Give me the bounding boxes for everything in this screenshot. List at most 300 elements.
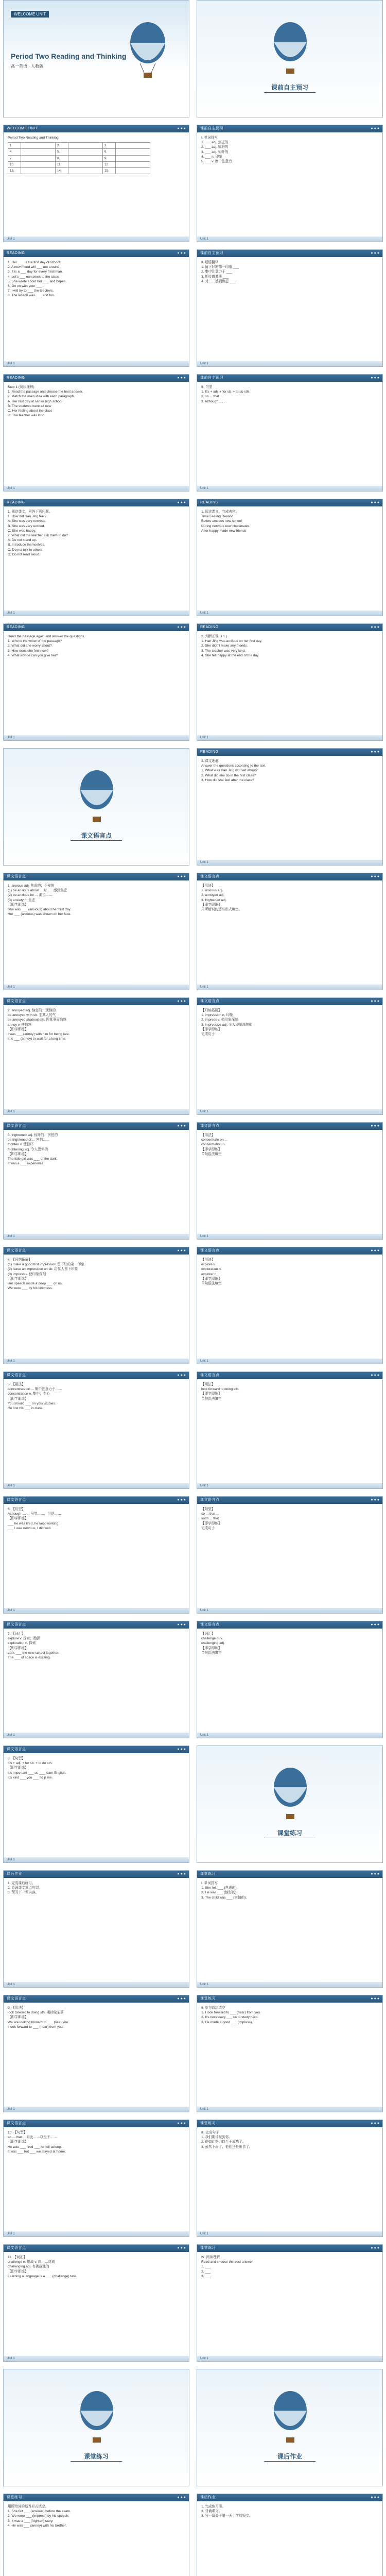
slide-text-line: 2. He was ___ (恼怒的). bbox=[201, 1891, 237, 1895]
right-slide bbox=[197, 499, 383, 616]
slide-text-line: 【用法】 bbox=[201, 884, 215, 888]
slide-text-line: 3. 虽然下雨了，他们还是出去了。 bbox=[201, 2145, 253, 2149]
slide-text-line: 1. 完成课后练习。 bbox=[8, 1882, 36, 1885]
slide-text-line: 完成句子 bbox=[201, 1032, 215, 1037]
slide-text-line: 1. anxious adj. 焦虑的；不安的 bbox=[8, 884, 55, 888]
slide-text-line: 1. ___ adj. 焦虑的 bbox=[201, 141, 229, 145]
slide-text-line: The ___ of space is exciting. bbox=[8, 1656, 51, 1660]
slide-text-line: exploration n. 探索 bbox=[8, 1641, 36, 1646]
slide-footer: Unit 1 bbox=[197, 2107, 382, 2112]
hot-air-balloon-icon bbox=[125, 21, 171, 83]
slide-body bbox=[4, 1629, 189, 1660]
slide-body bbox=[197, 506, 382, 533]
slide-text-line: 2. We were ___ (impress) by his speech. bbox=[8, 2514, 69, 2518]
slide-text-line: It was a ___ experience. bbox=[8, 1162, 45, 1166]
table-cell: 4. bbox=[8, 149, 21, 155]
vocab-table bbox=[8, 142, 150, 174]
slide-text-line: It's + adj. + for sb. + to do sth. bbox=[8, 1761, 52, 1766]
slide-header-title: 课文语言点 bbox=[7, 1124, 26, 1128]
slide-text-line: be annoyed with sb. 生某人的气 bbox=[8, 1013, 56, 1018]
slide-footer: Unit 1 bbox=[197, 1483, 382, 1488]
slide-text-line: 1. What was Han Jing worried about? bbox=[201, 769, 258, 773]
slide-text-line: look forward to doing sth. 期待做某事 bbox=[8, 2011, 64, 2015]
slide-body bbox=[197, 2501, 382, 2519]
table-cell bbox=[116, 155, 150, 161]
divider-slide bbox=[197, 2369, 383, 2486]
slide-text-line: Her speech made a deep ___ on us. bbox=[8, 1282, 63, 1286]
title-slide bbox=[3, 0, 189, 117]
slide-nav-dots-icon: ● ● ● bbox=[177, 127, 186, 130]
slide-header-title: 课文语言点 bbox=[200, 1374, 220, 1377]
divider-title: 课堂练习 bbox=[277, 1829, 302, 1837]
slide-header-title: 课堂练习 bbox=[200, 1872, 216, 1876]
left-slide bbox=[3, 2494, 189, 2576]
slide-text-line: 单句语法填空 bbox=[201, 1651, 222, 1655]
slide-header-title: 课文语言点 bbox=[200, 1249, 220, 1252]
divider-slide bbox=[3, 748, 189, 866]
slide-text-line: Time Feeling Reason bbox=[201, 515, 234, 519]
slide-text-line: (2) leave an impression on sb. 给某人留下印象 bbox=[8, 1267, 78, 1272]
slide-nav-dots-icon: ● ● ● bbox=[177, 1872, 186, 1876]
hot-air-balloon-icon bbox=[74, 2390, 119, 2447]
slide-header bbox=[197, 1497, 382, 1504]
right-slide bbox=[197, 1371, 383, 1489]
slide-nav-dots-icon: ● ● ● bbox=[371, 1872, 379, 1876]
slide-text-line: Period Two Reading and Thinking bbox=[8, 136, 59, 140]
table-cell bbox=[21, 168, 56, 174]
slide-body bbox=[197, 1504, 382, 1531]
slide-nav-dots-icon: ● ● ● bbox=[371, 501, 379, 504]
slide-body bbox=[197, 1629, 382, 1655]
slide-text-line: 1. 阅读课文，回答下列问题。 bbox=[8, 510, 52, 514]
divider-slide bbox=[3, 2369, 189, 2486]
slide-footer: Unit 1 bbox=[4, 1982, 189, 1987]
slide-body bbox=[197, 2003, 382, 2025]
slide-body bbox=[4, 2252, 189, 2279]
slide-header-title: 课文语言点 bbox=[7, 1748, 26, 1751]
slide-text-line: explorer n. bbox=[201, 1272, 218, 1276]
slide-text-line: 5. ___ v. 集中注意力 bbox=[201, 160, 232, 164]
slide-text-line: (2) be anxious for ... 渴望…… bbox=[8, 893, 52, 897]
slide-text-line: 2. 背诵课文。 bbox=[201, 2510, 222, 2514]
slide-text-line: 【即学即练】 bbox=[201, 1277, 222, 1281]
slide-text-line: exploration n. bbox=[201, 1267, 222, 1272]
slide-text-line: It was ___ hot ___ we stayed at home. bbox=[8, 2149, 66, 2154]
slide-text-line: Although ..., ... 虽然……，但是…… bbox=[8, 1512, 61, 1516]
slide-nav-dots-icon: ● ● ● bbox=[177, 1623, 186, 1626]
slide-text-line: 3. He made a good ___ (impress). bbox=[201, 2020, 253, 2024]
slide-text-line: 【句型】 bbox=[201, 1507, 215, 1511]
slide-text-line: 2. What did she do in the first class? bbox=[201, 773, 256, 777]
slide-header bbox=[197, 873, 382, 880]
slide-footer: Unit 1 bbox=[4, 1234, 189, 1239]
divider-line bbox=[71, 2461, 122, 2462]
left-slide bbox=[3, 1371, 189, 1489]
slide-text-line: I was ___ (annoy) with him for being late. bbox=[8, 1032, 70, 1037]
slide-text-line: 1. Read the passage and choose the best answer. bbox=[8, 390, 83, 394]
slide-header bbox=[4, 1995, 189, 2003]
slide-nav-dots-icon: ● ● ● bbox=[371, 2246, 379, 2250]
slide-text-line: 3. 课文理解 bbox=[201, 759, 219, 763]
slide-text-line: 3. Although ..., ... bbox=[201, 399, 227, 403]
slide-text-line: concentrate on ... 集中注意力于…… bbox=[8, 1387, 62, 1392]
slide-nav-dots-icon: ● ● ● bbox=[177, 999, 186, 1003]
slide-text-line: He lost his ___ in class. bbox=[8, 1406, 44, 1411]
slide-text-line: 5. 【用法】 bbox=[8, 1383, 25, 1386]
slide-text-line: 3. How did she feel after the class? bbox=[201, 778, 254, 782]
right-slide bbox=[197, 748, 383, 866]
slide-header-title: READING bbox=[7, 251, 25, 255]
slide-text-line: 1. 阅读课文，完成表格。 bbox=[201, 510, 239, 514]
slide-text-line: ___ he was tired, he kept working. bbox=[8, 1521, 60, 1526]
slide-subtitle: 高一英语 · 人教版 bbox=[11, 64, 44, 69]
slide-nav-dots-icon: ● ● ● bbox=[371, 2122, 379, 2125]
slide-body bbox=[4, 257, 189, 298]
slide-footer: Unit 1 bbox=[4, 2107, 189, 2112]
slide-nav-dots-icon: ● ● ● bbox=[177, 2122, 186, 2125]
slide-body bbox=[4, 2003, 189, 2029]
slide-text-line: C. Do not talk to others. bbox=[8, 548, 44, 552]
slide-header-title: 课文语言点 bbox=[7, 875, 26, 878]
slide-text-line: 1. She felt ___ (焦虑的). bbox=[201, 1886, 238, 1890]
slide-text-line: challenging adj. 有挑战性的 bbox=[8, 2265, 49, 2269]
slide-text-line: 1. 留下好的第一印象 ___ bbox=[201, 265, 239, 269]
slide-nav-dots-icon: ● ● ● bbox=[177, 1748, 186, 1751]
slide-text-line: 1. impression n. 印象 bbox=[201, 1013, 233, 1018]
slide-text-line: 3. 写一篇关于第一天上学的短文。 bbox=[201, 2514, 253, 2518]
divider-slide bbox=[197, 1745, 383, 1863]
slide-text-line: 【即学即练】 bbox=[201, 1521, 222, 1526]
slide-nav-dots-icon: ● ● ● bbox=[371, 875, 379, 878]
slide-header bbox=[4, 499, 189, 506]
slide-text-line: B. She was very excited. bbox=[8, 524, 45, 528]
slide-header-title: 课文语言点 bbox=[7, 2246, 26, 2250]
right-slide bbox=[197, 2120, 383, 2237]
slide-text-line: A. Her first day at senior high school bbox=[8, 399, 62, 403]
left-slide bbox=[3, 1621, 189, 1738]
slide-body bbox=[4, 1379, 189, 1411]
slide-text-line: C. She was happy. bbox=[8, 529, 36, 533]
slide-text-line: 2. 集中注意力于 ___ bbox=[201, 270, 232, 274]
slide-header-title: 课文语言点 bbox=[200, 1623, 220, 1626]
right-slide bbox=[197, 1995, 383, 2112]
table-cell: 10. bbox=[8, 161, 21, 167]
right-slide bbox=[197, 1496, 383, 1614]
slide-footer: Unit 1 bbox=[4, 735, 189, 740]
slide-text-line: 【即学即练】 bbox=[201, 1147, 222, 1151]
slide-text-line: It's important ___ us ___ learn English. bbox=[8, 1771, 66, 1775]
slide-header-title: READING bbox=[200, 501, 219, 504]
table-cell: 13. bbox=[8, 168, 21, 174]
slide-header bbox=[197, 1871, 382, 1878]
divider-line bbox=[264, 92, 315, 93]
slide-header bbox=[4, 873, 189, 880]
table-cell bbox=[21, 155, 56, 161]
slide-nav-dots-icon: ● ● ● bbox=[371, 1249, 379, 1252]
slide-header bbox=[197, 1247, 382, 1255]
slide-body bbox=[197, 2127, 382, 2149]
right-slide bbox=[197, 1621, 383, 1738]
slide-text-line: 【即学即练】 bbox=[201, 1392, 222, 1396]
slide-header bbox=[197, 2245, 382, 2252]
left-slide bbox=[3, 2244, 189, 2362]
slide-text-line: 7. 【词汇】 bbox=[8, 1632, 25, 1636]
slide-footer: Unit 1 bbox=[4, 1733, 189, 1738]
slide-header bbox=[197, 2494, 382, 2501]
divider-title: 课文语言点 bbox=[80, 832, 112, 839]
hot-air-balloon-icon bbox=[268, 21, 313, 78]
slide-text-line: ___ I was nervous, I did well. bbox=[8, 1526, 51, 1530]
slide-header bbox=[197, 375, 382, 382]
slide-text-line: frightening adj. 令人恐惧的 bbox=[8, 1147, 48, 1151]
slide-footer: Unit 1 bbox=[197, 611, 382, 616]
divider-title: 课前自主预习 bbox=[271, 84, 308, 91]
slide-body bbox=[4, 880, 189, 917]
slide-footer: Unit 1 bbox=[4, 611, 189, 616]
slide-text-line: 【即学即练】 bbox=[8, 2269, 28, 2274]
slide-text-line: Read and choose the best answer. bbox=[201, 2260, 254, 2264]
right-slide bbox=[197, 1122, 383, 1240]
slide-title: Period Two Reading and Thinking bbox=[11, 52, 127, 60]
slide-text-line: 【即学即练】 bbox=[8, 1646, 28, 1650]
table-cell: 1. bbox=[8, 143, 21, 149]
slide-header-title: 课堂练习 bbox=[200, 2122, 216, 2125]
slide-text-line: 【用法】 bbox=[201, 1133, 215, 1137]
slide-text-line: explore v. bbox=[201, 1263, 216, 1267]
slide-footer: Unit 1 bbox=[4, 1857, 189, 1862]
slide-footer: Unit 1 bbox=[197, 1109, 382, 1114]
slide-body bbox=[197, 880, 382, 912]
slide-text-line: During nervous new classmates bbox=[201, 524, 250, 528]
slide-text-line: 8. 【句型】 bbox=[8, 1757, 25, 1760]
slide-text-line: We are looking forward to ___ (see) you. bbox=[8, 2020, 69, 2024]
slide-text-line: challenge n. 挑战 v. 向……挑战 bbox=[8, 2260, 55, 2264]
slide-text-line: 1. anxious adj. bbox=[201, 889, 223, 893]
table-cell: 14. bbox=[56, 168, 68, 174]
slide-text-line: D. The teacher was kind bbox=[8, 414, 44, 418]
slide-header bbox=[4, 1497, 189, 1504]
slide-text-line: look forward to doing sth. bbox=[201, 1387, 239, 1392]
left-slide bbox=[3, 1496, 189, 1614]
right-slide bbox=[197, 1247, 383, 1364]
slide-footer: Unit 1 bbox=[197, 1359, 382, 1364]
slide-text-line: 2. 背诵课文重点句型。 bbox=[8, 1886, 42, 1890]
slide-text-line: 3. It was a ___ (frighten) story. bbox=[8, 2519, 54, 2523]
left-slide bbox=[3, 1995, 189, 2112]
divider-line bbox=[264, 2461, 315, 2462]
right-slides bbox=[197, 125, 383, 2576]
slide-footer: Unit 1 bbox=[4, 361, 189, 366]
slide-header-title: 课文语言点 bbox=[7, 2122, 26, 2125]
unit-badge: WELCOME UNIT bbox=[11, 11, 49, 18]
slide-body bbox=[4, 1504, 189, 1531]
slide-text-line: 9. 【用法】 bbox=[8, 2006, 25, 2010]
slide-text-line: 2. annoyed adj. bbox=[201, 893, 225, 897]
slide-text-line: 2. 他如此努力以至于成功了。 bbox=[201, 2140, 246, 2144]
slide-text-line: Read the passage again and answer the questions. bbox=[8, 635, 85, 638]
slide-text-line: 11. 【词汇】 bbox=[8, 2256, 27, 2259]
divider-title: 课后作业 bbox=[277, 2453, 302, 2460]
slide-header bbox=[4, 1123, 189, 1130]
slide-body bbox=[4, 2127, 189, 2154]
slide-nav-dots-icon: ● ● ● bbox=[371, 1498, 379, 1502]
table-cell bbox=[68, 168, 103, 174]
slide-nav-dots-icon: ● ● ● bbox=[177, 2496, 186, 2499]
slide-text-line: 2. What did she worry about? bbox=[8, 644, 52, 648]
slide-text-line: After happy made new friends bbox=[201, 529, 247, 533]
divider-title: 课堂练习 bbox=[83, 2453, 109, 2460]
slide-text-line: 3. It is a ___ day for every freshman. bbox=[8, 270, 63, 274]
right-slide bbox=[197, 873, 383, 990]
slide-text-line: 4. She felt happy at the end of the day. bbox=[201, 653, 259, 657]
slide-body bbox=[4, 132, 189, 174]
right-slide bbox=[197, 2244, 383, 2362]
slide-body bbox=[197, 1255, 382, 1286]
slide-text-line: 【即学即练】 bbox=[8, 1397, 28, 1401]
slide-text-line: such ... that ... bbox=[201, 1517, 223, 1521]
slide-text-line: 【用法】 bbox=[201, 1258, 215, 1262]
slide-footer: Unit 1 bbox=[197, 486, 382, 491]
slide-text-line: 【即学即练】 bbox=[8, 1766, 28, 1770]
slide-text-line: 3. How does she feel now? bbox=[8, 649, 49, 653]
left-slide bbox=[3, 1745, 189, 1863]
slide-header-title: 课文语言点 bbox=[7, 1374, 26, 1377]
slide-text-line: be annoyed at/about sth. 因某事而恼怒 bbox=[8, 1018, 66, 1022]
slide-text-line: 1. I look forward to ___ (hear) from you. bbox=[201, 2011, 261, 2015]
slide-nav-dots-icon: ● ● ● bbox=[371, 999, 379, 1003]
slide-text-line: Her ___ (anxious) was shown on her face. bbox=[8, 912, 72, 917]
divider-slide-1 bbox=[197, 0, 383, 117]
slide-nav-dots-icon: ● ● ● bbox=[177, 1124, 186, 1128]
slide-text-line: 4. 【归纳拓展】 bbox=[8, 1258, 32, 1262]
slide-header-title: 课文语言点 bbox=[200, 1124, 220, 1128]
slide-header bbox=[4, 375, 189, 382]
slide-text-line: B. The students were all new bbox=[8, 404, 51, 408]
right-slide bbox=[197, 125, 383, 242]
slide-header bbox=[4, 1621, 189, 1629]
slide-text-line: 1. How did Han Jing feel? bbox=[8, 515, 47, 519]
slide-text-line: concentration n. 集中；专心 bbox=[8, 1392, 50, 1396]
table-cell: 11. bbox=[56, 161, 68, 167]
slide-text-line: 6. Go on with your ___ . bbox=[8, 284, 44, 289]
slide-text-line: 完成句子 bbox=[201, 1526, 215, 1530]
slide-text-line: 3. 期待做某事 ___ bbox=[201, 275, 229, 279]
slide-header-title: 课前自主预习 bbox=[200, 251, 223, 255]
slide-text-line: 1. Han Jing was anxious on her first day. bbox=[201, 639, 262, 643]
slide-header-title: 课堂练习 bbox=[7, 2496, 22, 2499]
slide-footer: Unit 1 bbox=[197, 2356, 382, 2361]
slide-text-line: 2. annoyed adj. 恼怒的；烦恼的 bbox=[8, 1009, 56, 1012]
slide-text-line: so ... that ... bbox=[201, 1512, 219, 1516]
slide-text-line: It is ___ (annoy) to wait for a long time. bbox=[8, 1037, 66, 1041]
slide-header bbox=[197, 749, 382, 756]
slide-text-line: challenge n./v. bbox=[201, 1637, 223, 1641]
table-cell: 2. bbox=[56, 143, 68, 149]
slide-body bbox=[197, 1379, 382, 1401]
slide-text-line: 用所给词的适当形式填空。 bbox=[8, 2505, 49, 2509]
slide-text-line: 2. It's necessary ___ us to study hard. bbox=[201, 2015, 258, 2020]
slide-header-title: 课前自主预习 bbox=[200, 127, 223, 130]
table-row bbox=[8, 168, 150, 174]
slide-header bbox=[4, 2494, 189, 2501]
table-cell bbox=[68, 149, 103, 155]
slide-footer: Unit 1 bbox=[4, 985, 189, 990]
slide-body bbox=[197, 1878, 382, 1900]
slide-text-line: frighten v. 使惊吓 bbox=[8, 1143, 34, 1147]
divider-line bbox=[71, 840, 122, 841]
table-row bbox=[8, 161, 150, 167]
table-cell bbox=[116, 161, 150, 167]
slide-text-line: 2. so ... that ... bbox=[201, 395, 223, 399]
slide-text-line: 2. She didn't make any friends. bbox=[201, 644, 248, 648]
slide-nav-dots-icon: ● ● ● bbox=[371, 1374, 379, 1377]
slide-footer: Unit 1 bbox=[197, 1733, 382, 1738]
slide-text-line: Ⅲ. 句型 bbox=[201, 385, 213, 389]
slide-text-line: 【即学即练】 bbox=[8, 1277, 28, 1281]
slide-text-line: 【归纳拓展】 bbox=[201, 1009, 222, 1012]
slide-nav-dots-icon: ● ● ● bbox=[371, 251, 379, 255]
left-slide bbox=[3, 997, 189, 1115]
slide-text-line: 7. I will try to ___ the teachers. bbox=[8, 289, 54, 293]
table-cell bbox=[116, 168, 150, 174]
slide-body bbox=[197, 2252, 382, 2279]
slide-footer: Unit 1 bbox=[197, 1982, 382, 1987]
slide-text-line: 2. Match the main idea with each paragraph. bbox=[8, 395, 75, 399]
right-column bbox=[197, 0, 383, 2576]
slide-header-title: READING bbox=[7, 376, 25, 380]
slide-header-title: READING bbox=[200, 625, 219, 629]
slide-text-line: I look forward to ___ (hear) from you. bbox=[8, 2025, 64, 2029]
slide-nav-dots-icon: ● ● ● bbox=[371, 127, 379, 130]
slide-text-line: (3) impress v. 使印象深刻 bbox=[8, 1272, 46, 1276]
slide-nav-dots-icon: ● ● ● bbox=[371, 625, 379, 629]
slide-footer: Unit 1 bbox=[197, 985, 382, 990]
slide-text-line: 1. Her ___ is the first day of school. bbox=[8, 261, 61, 264]
slide-text-line: (1) make a good first impression 留下好的第一印象 bbox=[8, 1263, 84, 1267]
slide-header-title: WELCOME UNIT bbox=[7, 127, 38, 130]
slide-text-line: 【即学即练】 bbox=[8, 1027, 28, 1031]
slide-header bbox=[197, 624, 382, 631]
slide-text-line: 3. ___ adj. 惊吓的 bbox=[201, 150, 229, 154]
slide-footer: Unit 1 bbox=[197, 361, 382, 366]
slide-nav-dots-icon: ● ● ● bbox=[177, 1249, 186, 1252]
slide-body bbox=[4, 1130, 189, 1166]
slide-text-line: (1) be anxious about ... 对……感到焦虑 bbox=[8, 889, 67, 893]
slide-body bbox=[4, 382, 189, 418]
right-slide bbox=[197, 623, 383, 741]
slide-body bbox=[4, 2501, 189, 2528]
slide-text-line: 2. impress v. 使印象深刻 bbox=[201, 1018, 238, 1022]
slide-body bbox=[4, 1005, 189, 1041]
slide-text-line: Answer the questions according to the text. bbox=[201, 764, 267, 768]
left-slide bbox=[3, 1247, 189, 1364]
slide-text-line: 5. She wrote about her ___ and hopes. bbox=[8, 279, 67, 283]
right-slide bbox=[197, 249, 383, 367]
slide-text-line: D. Do not read aloud. bbox=[8, 552, 40, 556]
table-cell: 8. bbox=[56, 155, 68, 161]
slide-text-line: 1. ___ bbox=[201, 2265, 211, 2269]
left-slide bbox=[3, 374, 189, 492]
slide-body bbox=[4, 506, 189, 557]
slide-header bbox=[4, 2120, 189, 2127]
slide-footer: Unit 1 bbox=[4, 2231, 189, 2236]
slide-header-title: 课堂练习 bbox=[200, 2246, 216, 2250]
slide-header-title: READING bbox=[7, 625, 25, 629]
right-slide bbox=[197, 1870, 383, 1988]
slide-text-line: 4. ___ n. 印象 bbox=[201, 155, 222, 159]
slide-text-line: 单句语法填空 bbox=[201, 1397, 222, 1401]
slide-text-line: 【即学即练】 bbox=[201, 1646, 222, 1650]
